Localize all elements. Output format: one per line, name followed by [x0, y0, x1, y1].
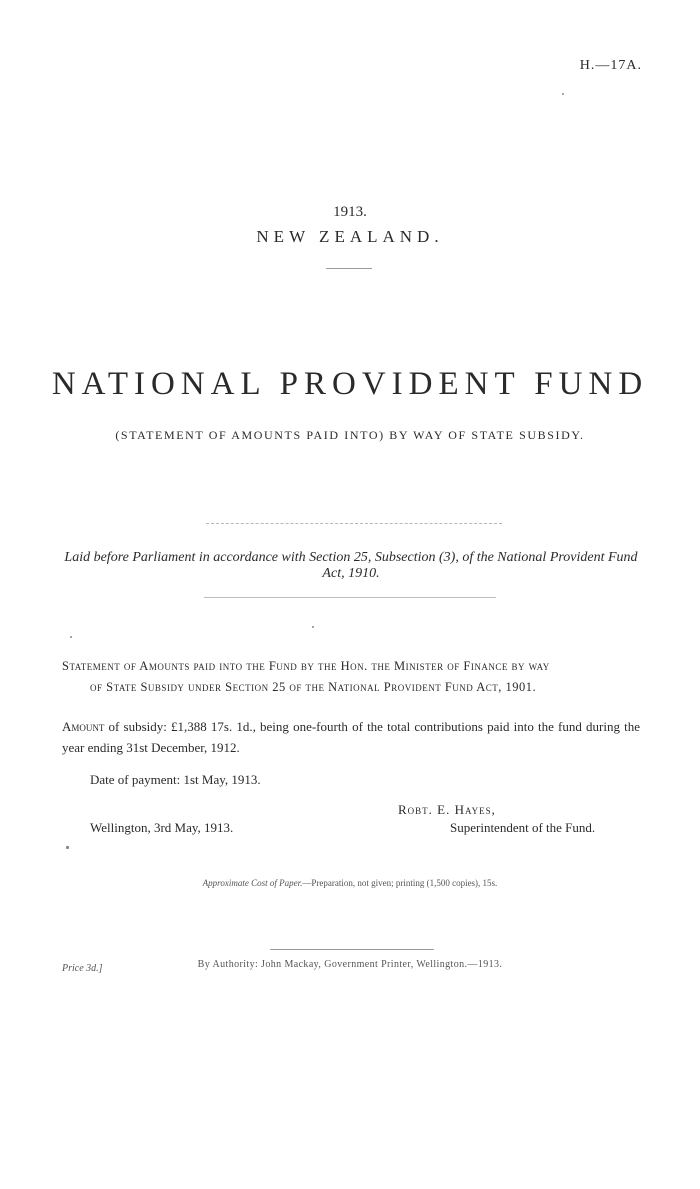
place-and-date: Wellington, 3rd May, 1913. [90, 820, 234, 835]
signatory-title: Superintendent of the Fund. [450, 820, 596, 835]
printer-authority: By Authority: John Mackay, Government Printer, Wellington.—1913. [197, 959, 503, 970]
print-speck [562, 93, 564, 95]
divider [206, 523, 502, 524]
cost-label: Approximate Cost of Paper. [202, 878, 303, 888]
signatory-name: Robt. E. Hayes, [398, 802, 496, 817]
amount-lead: Amount [62, 719, 105, 734]
price-note: Price 3d.] [62, 963, 103, 974]
divider [204, 597, 496, 598]
cost-text: —Preparation, not given; printing (1,500 copies), 15s. [302, 878, 498, 888]
print-speck [312, 626, 314, 628]
document-subtitle: (STATEMENT OF AMOUNTS PAID INTO) BY WAY OF STATE SUBSIDY. [115, 428, 585, 442]
cost-of-paper-note [0, 878, 700, 888]
amount-text: of subsidy: £1,388 17s. 1d., being one-fourth of the total contributions paid into the fund during the year ending 31st December, 1912. [62, 719, 641, 755]
amount-paragraph [62, 716, 640, 758]
laid-before-parliament-note: Laid before Parliament in accordance with Section 25, Subsection (3), of the National Provident Fund Act, 1910. [64, 550, 638, 581]
divider [326, 268, 372, 269]
statement-line-1: Statement of Amounts paid into the Fund by the Hon. the Minister of Finance by way [62, 659, 550, 673]
country-heading: NEW ZEALAND. [256, 227, 444, 246]
divider [270, 949, 434, 950]
print-speck [70, 636, 72, 638]
document-title: NATIONAL PROVIDENT FUND [51, 366, 649, 402]
print-speck [66, 846, 69, 849]
statement-heading [62, 656, 640, 698]
payment-date: Date of payment: 1st May, 1913. [90, 772, 261, 787]
document-year: 1913. [333, 204, 367, 220]
document-reference: H.—17A. [579, 58, 642, 73]
statement-line-2: of State Subsidy under Section 25 of the National Provident Fund Act, 1901. [90, 680, 537, 694]
